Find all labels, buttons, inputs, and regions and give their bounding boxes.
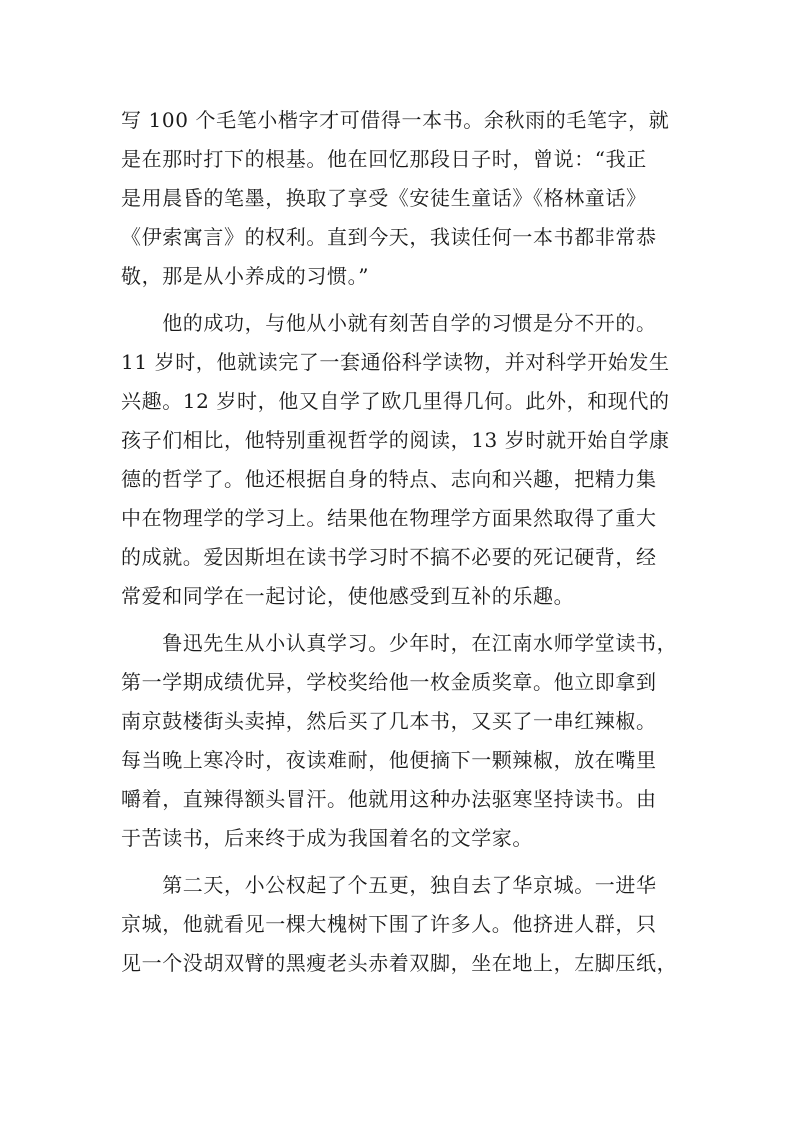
text-line: 嚼着，直辣得额头冒汗。他就用这种办法驱寒坚持读书。由 xyxy=(121,787,657,811)
text-line: 是用晨昏的笔墨，换取了享受《安徒生童话》《格林童话》 xyxy=(121,186,647,210)
text-line: 他的成功，与他从小就有刻苦自学的习惯是分不开的。 xyxy=(121,311,657,335)
text-line: 的成就。爱因斯坦在读书学习时不搞不必要的死记硬背，经 xyxy=(121,545,657,569)
text-line: 敬，那是从小养成的习惯。” xyxy=(121,264,370,288)
text-line: 《伊索寓言》的权利。直到今天，我读任何一本书都非常恭 xyxy=(121,225,657,249)
text-line: 京城，他就看见一棵大槐树下围了许多人。他挤进人群，只 xyxy=(121,912,657,936)
text-line: 兴趣。12 岁时，他又自学了欧几里得几何。此外，和现代的 xyxy=(121,389,670,413)
text-line: 常爱和同学在一起讨论，使他感受到互补的乐趣。 xyxy=(121,584,575,608)
text-line: 写 100 个毛笔小楷字才可借得一本书。余秋雨的毛笔字，就 xyxy=(121,108,670,132)
text-line: 孩子们相比，他特别重视哲学的阅读，13 岁时就开始自学康 xyxy=(121,428,670,452)
text-line: 德的哲学了。他还根据自身的特点、志向和兴趣，把精力集 xyxy=(121,467,657,491)
text-line: 南京鼓楼街头卖掉，然后买了几本书，又买了一串红辣椒。 xyxy=(121,709,657,733)
text-line: 是在那时打下的根基。他在回忆那段日子时，曾说：“我正 xyxy=(121,147,647,171)
text-line: 第二天，小公权起了个五更，独自去了华京城。一进华 xyxy=(121,873,657,897)
text-line: 第一学期成绩优异，学校奖给他一枚金质奖章。他立即拿到 xyxy=(121,670,657,694)
text-line: 11 岁时，他就读完了一套通俗科学读物，并对科学开始发生 xyxy=(121,350,670,374)
text-line: 每当晚上寒冷时，夜读难耐，他便摘下一颗辣椒，放在嘴里 xyxy=(121,748,657,772)
text-line: 中在物理学的学习上。结果他在物理学方面果然取得了重大 xyxy=(121,506,657,530)
text-line: 鲁迅先生从小认真学习。少年时，在江南水师学堂读书， xyxy=(121,631,678,655)
text-line: 于苦读书，后来终于成为我国着名的文学家。 xyxy=(121,826,533,850)
text-line: 见一个没胡双臂的黑瘦老头赤着双脚，坐在地上，左脚压纸， xyxy=(121,951,678,975)
